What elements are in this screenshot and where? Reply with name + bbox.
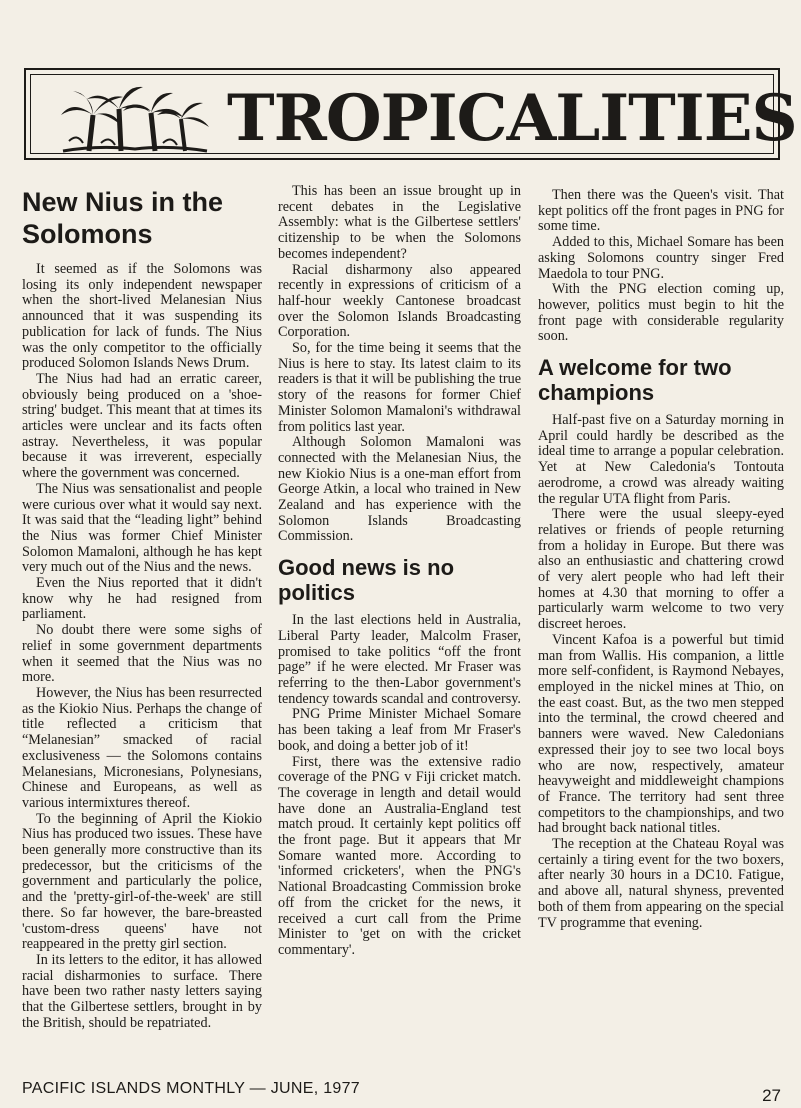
- headline-good-news: Good news is no politics: [278, 555, 455, 606]
- body-paragraph: First, there was the extensive radio coverage of the PNG v Fiji cricket match. The coverage in length and detail would have done an Australia-England test match proud. It certainly kept politics off the front page. But it appears that Mr Somare wanted more. According to 'informed cricketers', when the PNG's National Broadcasting Commission broke off from the cricket for the news, it received a curt call from the Prime Minister to 'get on with the cricket commentary'.: [278, 753, 521, 958]
- page-number: 27: [762, 1086, 781, 1105]
- publication-footer: PACIFIC ISLANDS MONTHLY — JUNE, 1977: [22, 1080, 360, 1097]
- body-paragraph: Vincent Kafoa is a powerful but timid man from Wallis. His companion, a little more self-confident, is Raymond Nebayes, employed in the nickel mines at Thio, on the east coast. But, as the two men stepped into the terminal, the crowd cheered and banners were waved. New Caledonians expressed their joy to see two local boys who are now, respectively, amateur heavyweight and middleweight champions of France. The territory had sent three competitors to the championships, and two had brought back national titles.: [538, 631, 784, 837]
- body-paragraph: There were the usual sleepy-eyed relatives or friends of people returning from a holiday in Europe. But there was also an enthusiastic and chattering crowd of very alert people who had left their homes at 4.30 that morning to offer a particularly warm welcome to two very discreet heroes.: [538, 506, 784, 633]
- body-paragraph: In the last elections held in Australia, Liberal Party leader, Malcolm Fraser, promised to take politics “off the front page” if he were elected. Mr Fraser was referring to the then-Labor government's tendency towards scandal and controversy.: [278, 612, 521, 707]
- section-title: TROPICALITIES: [227, 81, 797, 156]
- body-paragraph: However, the Nius has been resurrected as the Kiokio Nius. Perhaps the change of title reflected a criticism that “Melanesian” smacked of racial exclusiveness — the Solomons contains Melanesians, Micronesians, Polynesians, Chinese and Europeans, as well as various intermixtures thereof.: [22, 684, 262, 811]
- body-paragraph: The Nius was sensationalist and people were curious over what it would say next. It was said that the “leading light” behind the Nius was former Chief Minister Solomon Mamaloni, although he has kept very much out of the Nius and the news.: [22, 480, 262, 576]
- palm-tree-logo: [59, 85, 211, 157]
- body-paragraph: Although Solomon Mamaloni was connected with the Melanesian Nius, the new Kiokio Nius is a one-man effort from George Atkin, a local who trained in New Zealand and has experience with the Solomon Islands Broadcasting Commission.: [278, 434, 521, 545]
- body-paragraph: In its letters to the editor, it has allowed racial disharmonies to surface. There have been two rather nasty letters saying that the Gilbertese settlers, brought in by the British, should be repatriated.: [22, 951, 262, 1031]
- body-paragraph: Even the Nius reported that it didn't know why he had resigned from parliament.: [22, 575, 262, 623]
- body-paragraph: No doubt there were some sighs of relief in some government departments when it seemed that the Nius was no more.: [22, 622, 262, 686]
- body-paragraph: Half-past five on a Saturday morning in April could hardly be described as the ideal time to arrange a popular celebration. Yet at New Caledonia's Tontouta aerodrome, a crowd was already waiting the regular UTA flight from Paris.: [538, 412, 784, 507]
- body-paragraph: PNG Prime Minister Michael Somare has been taking a leaf from Mr Fraser's book, and doing a better job of it!: [278, 706, 521, 754]
- masthead-frame: [30, 74, 797, 156]
- body-paragraph: The reception at the Chateau Royal was certainly a tiring event for the two boxers, after nearly 30 hours in a DC10. Fatigue, and above all, natural shyness, prevented both of them from appearing on the special TV programme that evening.: [538, 836, 784, 931]
- body-paragraph: So, for the time being it seems that the Nius is here to stay. Its latest claim to its readers is that it will be publishing the true story of the reasons for former Chief Minister Solomon Mamaloni's withdrawal from politics last year.: [278, 340, 521, 435]
- body-paragraph: The Nius had had an erratic career, obviously being produced on a 'shoe-string' budget. This meant that at times its articles were unclear and its facts often astray. Nevertheless, it was popular because it was irreverent, especially where the government was concerned.: [22, 370, 262, 482]
- body-paragraph: Racial disharmony also appeared recently in expressions of criticism of a half-hour weekly Cantonese broadcast over the Solomon Islands Broadcasting Corporation.: [278, 261, 521, 341]
- column-1: [22, 186, 262, 1068]
- section-masthead: [24, 68, 797, 160]
- body-paragraph: This has been an issue brought up in recent debates in the Legislative Assembly: what is the Gilbertese settlers' citizenship to be when the Solomons becomes independent?: [278, 184, 521, 262]
- body-paragraph: Added to this, Michael Somare has been asking Solomons country singer Fred Maedola to tour PNG.: [538, 234, 784, 282]
- body-paragraph: To the beginning of April the Kiokio Nius has produced two issues. These have been generally more constructive than its predecessor, but the criticisms of the government and particularly the police, and the 'pretty-girl-of-the-week' are still there. So far however, the bare-breasted 'custom-dress queens' have not reappeared in the pretty girl section.: [22, 810, 262, 953]
- column-3: [538, 188, 784, 1068]
- headline-welcome-champions: A welcome for two champions: [538, 355, 732, 406]
- body-paragraph: Then there was the Queen's visit. That kept politics off the front pages in PNG for some time.: [538, 188, 784, 235]
- column-2: [278, 184, 521, 1068]
- body-paragraph: It seemed as if the Solomons was losing its only independent newspaper when the short-lived Melanesian Nius announced that it was suspending its publication for lack of funds. The Nius was the only competitor to the officially produced Solomon Islands News Drum.: [22, 261, 262, 372]
- headline-new-nius: New Nius in the Solomons: [22, 187, 224, 249]
- body-paragraph: With the PNG election coming up, however, politics must begin to hit the front page with considerable regularity soon.: [538, 281, 784, 345]
